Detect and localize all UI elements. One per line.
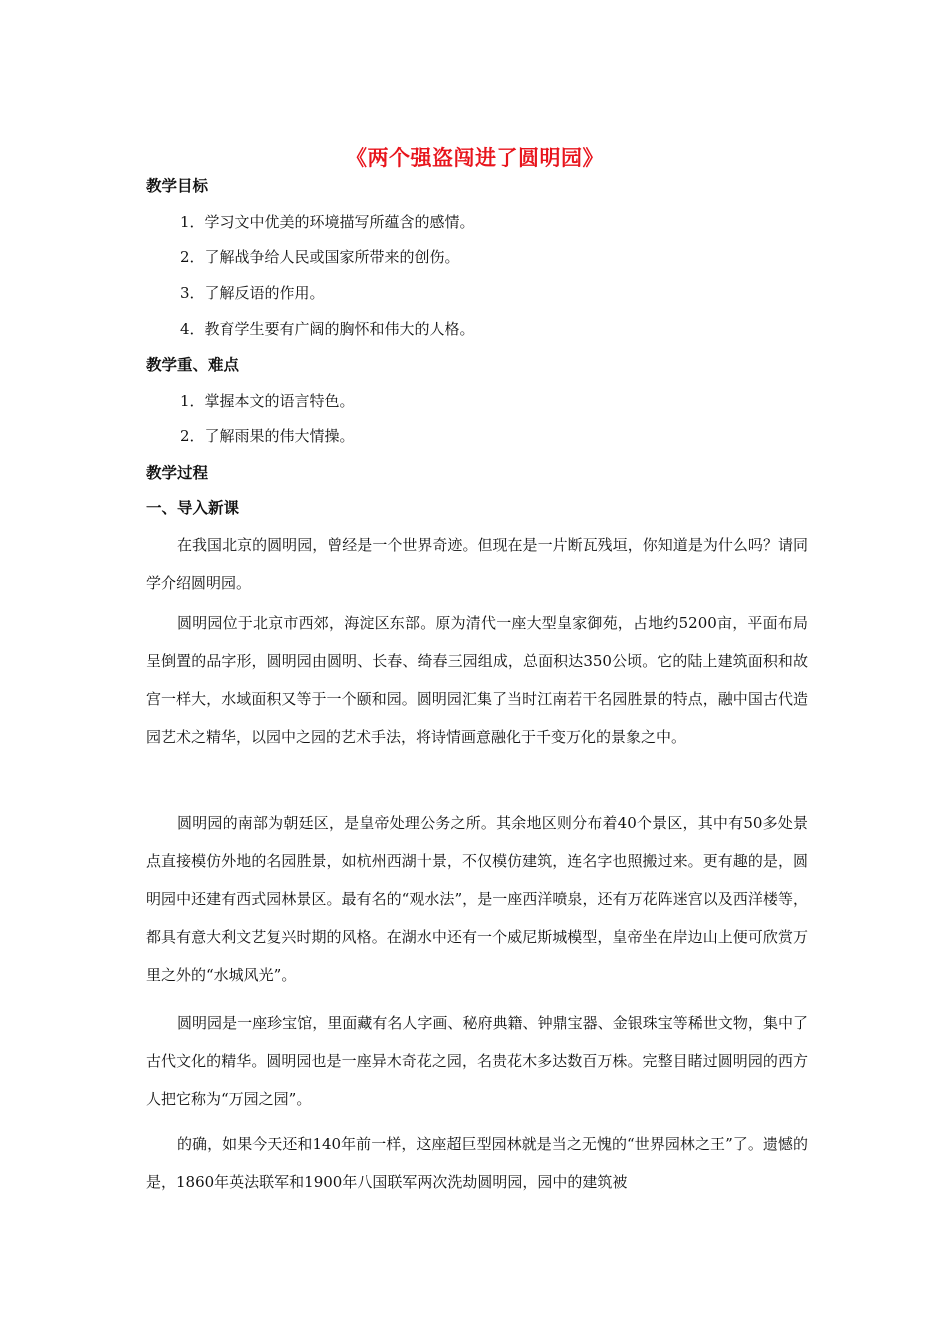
process-heading: 教学过程 — [146, 464, 209, 482]
goals-item: 2．了解战争给人民或国家所带来的创伤。 — [180, 248, 460, 266]
process-subheading: 一、导入新课 — [146, 499, 240, 517]
goals-item: 1．学习文中优美的环境描写所蕴含的感情。 — [180, 213, 475, 231]
document-title: 《两个强盗闯进了圆明园》 — [346, 146, 604, 170]
body-paragraph: 在我国北京的圆明园，曾经是一个世界奇迹。但现在是一片断瓦残垣，你知道是为什么吗？请同学介绍圆明园。 — [146, 536, 808, 592]
body-paragraph: 圆明园的南部为朝廷区，是皇帝处理公务之所。其余地区则分布着40个景区，其中有50多处景点直接模仿外地的名园胜景，如杭州西湖十景，不仅模仿建筑，连名字也照搬过来。更有趣的是，圆明园中还建有西式园林景区。最有名的“观水法”，是一座西洋喷泉，还有万花阵迷宫以及西洋楼等，都具有意大利文艺复兴时期的风格。在湖水中还有一个威尼斯城模型，皇帝坐在岸边山上便可欣赏万里之外的“水城风光”。 — [146, 814, 808, 984]
key-points-item: 1．掌握本文的语言特色。 — [180, 392, 355, 410]
key-points-heading: 教学重、难点 — [146, 356, 240, 374]
goals-heading: 教学目标 — [146, 177, 209, 195]
body-paragraph: 圆明园是一座珍宝馆，里面藏有名人字画、秘府典籍、钟鼎宝器、金银珠宝等稀世文物，集中了古代文化的精华。圆明园也是一座异木奇花之园，名贵花木多达数百万株。完整目睹过圆明园的西方人把它称为“万园之园”。 — [146, 1014, 808, 1108]
body-paragraph: 圆明园位于北京市西郊，海淀区东部。原为清代一座大型皇家御苑，占地约5200亩，平面布局呈倒置的品字形，圆明园由圆明、长春、绮春三园组成，总面积达350公顷。它的陆上建筑面积和故宫一样大，水域面积又等于一个颐和园。圆明园汇集了当时江南若干名园胜景的特点，融中国古代造园艺术之精华，以园中之园的艺术手法，将诗情画意融化于千变万化的景象之中。 — [146, 614, 808, 746]
goals-item: 3．了解反语的作用。 — [180, 284, 325, 302]
goals-item: 4．教育学生要有广阔的胸怀和伟大的人格。 — [180, 320, 475, 338]
body-paragraph: 的确，如果今天还和140年前一样，这座超巨型园林就是当之无愧的“世界园林之王”了。遗憾的是，1860年英法联军和1900年八国联军两次洗劫圆明园，园中的建筑被 — [146, 1135, 808, 1191]
key-points-item: 2．了解雨果的伟大情操。 — [180, 427, 355, 445]
